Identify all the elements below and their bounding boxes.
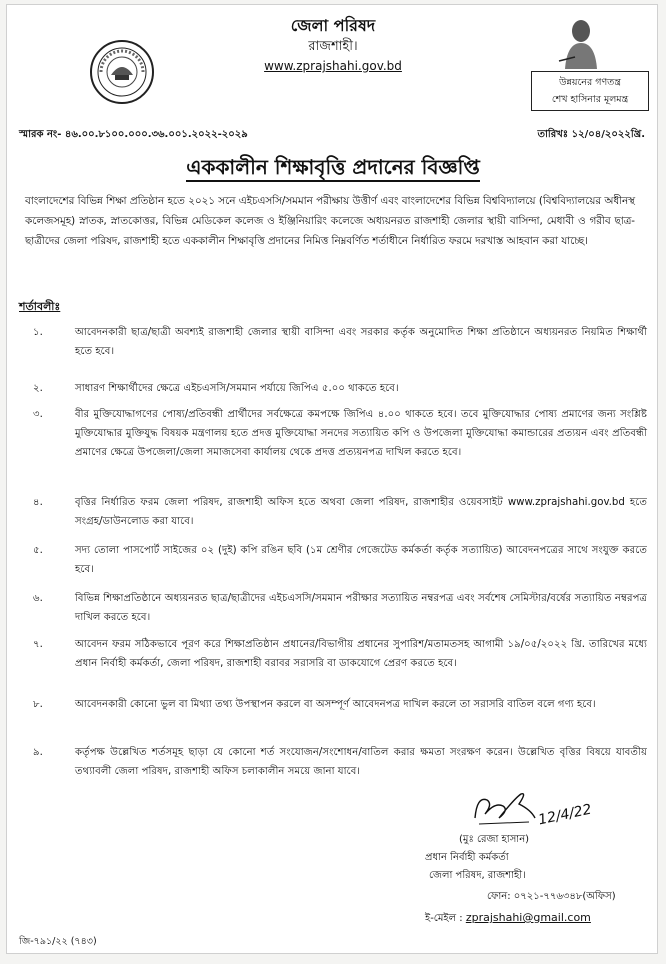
condition-text: বৃত্তির নির্ধারিত ফরম জেলা পরিষদ, রাজশাহী অফিস হতে অথবা জেলা পরিষদ, রাজশাহীর ওয়েবসাইট www.zprajshahi.gov.bd হতে সংগ্রহ/ডাউনলোড করা যাবে। (75, 497, 647, 527)
signatory-name: (মুঃ রেজা হাসান) (459, 834, 530, 845)
city-name: রাজশাহী। (308, 39, 358, 54)
reference-number: জি-৭৯১/২২ (৭৪৩) (19, 936, 97, 947)
memo-number: স্মারক নং- ৪৬.০০.৮১০০.০০০.৩৬.০০১.২০২২-২০২৯ (19, 129, 248, 140)
condition-text: আবেদনকারী ছাত্র/ছাত্রী অবশ্যই রাজশাহী জেলার স্থায়ী বাসিন্দা এবং সরকার কর্তৃক অনুমোদিত শিক্ষা প্রতিষ্ঠানে অধ্যয়নরত নিয়মিত শিক্ষার্থী হতে হবে। (75, 327, 647, 357)
condition-text: সাধারণ শিক্ষার্থীদের ক্ষেত্রে এইচএসসি/সমমান পর্যায়ে জিপিএ ৫.০০ থাকতে হবে। (75, 383, 399, 394)
condition-number: ৭. (33, 639, 43, 650)
condition-number: ১. (33, 327, 43, 338)
email-line (425, 911, 591, 928)
condition-number: ৫. (33, 545, 43, 556)
signatory-block (425, 831, 529, 885)
condition-number: ৩. (33, 409, 43, 420)
condition-number: ৮. (33, 699, 43, 710)
notice-title-text: এককালীন শিক্ষাবৃত্তি প্রদানের বিজ্ঞপ্তি (186, 155, 480, 182)
signatory-office: জেলা পরিষদ, রাজশাহী। (429, 870, 526, 881)
phone-number: ফোন: ০৭২১-৭৭৬৩৪৮(অফিস) (487, 891, 616, 902)
condition-number: ৬. (33, 593, 43, 604)
website-link[interactable]: www.zprajshahi.gov.bd (264, 59, 402, 73)
conditions-heading: শর্তাবলীঃ (19, 300, 61, 313)
condition-text: বিভিন্ন শিক্ষাপ্রতিষ্ঠানে অধ্যয়নরত ছাত্র/ছাত্রীদের এইচএসসি/সমমান পরীক্ষার সত্যায়িত নম্বরপত্র এবং সর্বশেষ সেমিস্টার/বর্ষের সত্যায়িত নম্বরপত্র দাখিল করতে হবে। (75, 593, 647, 623)
issue-date: তারিখঃ ১২/০৪/২০২২খ্রি. (537, 129, 645, 140)
condition-text: আবেদনকারী কোনো ভুল বা মিথ্যা তথ্য উপস্থাপন করলে বা অসম্পূর্ণ আবেদনপত্র দাখিল করলে তা সরাসরি বাতিল বলে গণ্য হবে। (75, 699, 596, 710)
condition-text: কর্তৃপক্ষ উল্লেখিত শর্তসমূহ ছাড়া যে কোনো শর্ত সংযোজন/সংশোধন/বাতিল করার ক্ষমতা সংরক্ষণ করেন। উল্লেখিত বৃত্তির বিষয়ে যাবতীয় তথ্যাবলী জেলা পরিষদ, রাজশাহী অফিস চলাকালীন সময়ে জানা যাবে। (75, 747, 647, 777)
signature-date: 12/4/22 (536, 801, 594, 829)
condition-number: ২. (33, 383, 43, 394)
email-label: ই-মেইল : (425, 913, 463, 924)
notice-page (6, 4, 658, 954)
condition-number: ৯. (33, 747, 43, 758)
slogan-line-2: শেখ হাসিনার মূলমন্ত্র (551, 94, 629, 105)
condition-number: ৪. (33, 497, 43, 508)
condition-text: সদ্য তোলা পাসপোর্ট সাইজের ০২ (দুই) কপি রঙিন ছবি (১ম শ্রেণীর গেজেটেড কর্মকর্তা কর্তৃক সত্যায়িত) আবেদনপত্রের সাথে সংযুক্ত করতে হবে। (75, 545, 647, 575)
portrait-image (555, 13, 603, 69)
condition-text: আবেদন ফরম সঠিকভাবে পূরণ করে শিক্ষাপ্রতিষ্ঠান প্রধানের/বিভাগীয় প্রধানের সুপারিশ/মতামতসহ আগামী ১৯/০৫/২০২২ খ্রি. তারিখের মধ্যে প্রধান নির্বাহী কর্মকর্তা, জেলা পরিষদ, রাজশাহী বরাবর সরাসরি বা ডাকযোগে প্রেরণ করতে হবে। (75, 639, 647, 669)
signature-image (469, 788, 539, 830)
slogan-box (531, 71, 649, 111)
intro-paragraph: বাংলাদেশের বিভিন্ন শিক্ষা প্রতিষ্ঠান হতে ২০২১ সনে এইচএসসি/সমমান পরীক্ষায় উত্তীর্ণ এবং বাংলাদেশের বিভিন্ন বিশ্ববিদ্যালয়ে (বিশ্ববিদ্যালয়ের অধীনস্থ কলেজসমূহ) স্নাতক, স্নাতকোত্তর, বিভিন্ন মেডিকেল কলেজ ও ইঞ্জিনিয়ারিং কলেজে অধ্যয়নরত রাজশাহী জেলার স্থায়ী বাসিন্দা, মেধাবী ও গরীব ছাত্র-ছাত্রীদের জেলা পরিষদ, রাজশাহী হতে এককালীন শিক্ষাবৃত্তি প্রদানের নিমিত্ত নিম্নবর্ণিত শর্তাধীনে নির্ধারিত ফরমে দরখাস্ত আহবান করা যাচ্ছে। (25, 195, 635, 247)
notice-title (7, 153, 659, 186)
organization-name: জেলা পরিষদ (290, 16, 376, 35)
slogan-line-1: উন্নয়নের গণতন্ত্র (559, 77, 621, 88)
email-address[interactable]: zprajshahi@gmail.com (465, 911, 591, 924)
condition-text: বীর মুক্তিযোদ্ধাগণের পোষ্য/প্রতিবন্ধী প্রার্থীদের সর্বক্ষেত্রে কমপক্ষে জিপিএ ৪.০০ থাকতে হবে। তবে মুক্তিযোদ্ধার পোষ্য প্রমাণের জন্য সংশ্লিষ্ট মুক্তিযোদ্ধার মুক্তিযুদ্ধ বিষয়ক মন্ত্রণালয় হতে প্রদত্ত মুক্তিযোদ্ধা সনদের সত্যায়িত কপি ও উপজেলা মুক্তিযোদ্ধা কমান্ডারের প্রত্যয়ন এবং প্রতিবন্ধী প্রমাণের ক্ষেত্রে উপজেলা/জেলা সমাজসেবা কার্যালয় থেকে প্রদত্ত প্রত্যয়নপত্র দাখিল করতে হবে। (75, 409, 647, 458)
signatory-designation: প্রধান নির্বাহী কর্মকর্তা (425, 852, 509, 863)
